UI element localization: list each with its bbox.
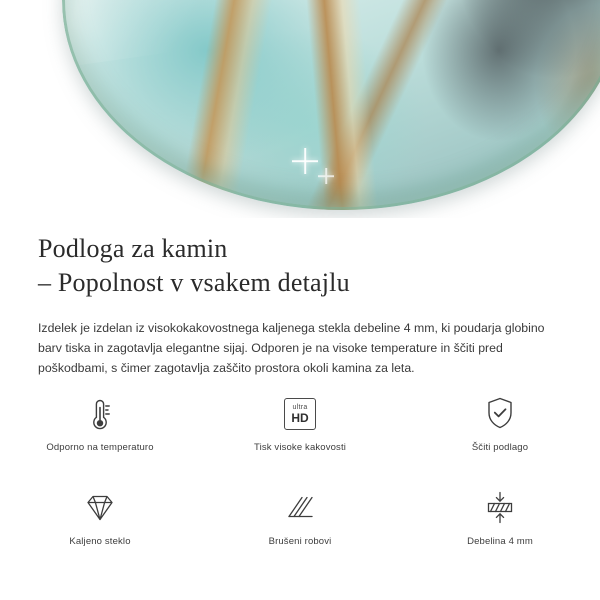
text-content	[0, 218, 600, 378]
page-title	[0, 218, 600, 300]
ultra-hd-bottom-label: HD	[291, 411, 309, 425]
ultra-hd-top-label: ultra	[292, 404, 308, 411]
feature-label: Kaljeno steklo	[69, 536, 131, 547]
polished-edges-icon	[281, 486, 319, 530]
thickness-arrows-icon	[481, 486, 519, 530]
feature-high-quality-print	[200, 392, 400, 470]
headline-line-2: – Popolnost v vsakem detajlu	[38, 268, 350, 297]
ultra-hd-icon	[284, 392, 316, 436]
feature-polished-edges	[200, 486, 400, 564]
feature-thickness	[400, 486, 600, 564]
feature-label: Brušeni robovi	[268, 536, 332, 547]
product-description-paragraph: Izdelek je izdelan iz visokokakovostnega kaljenega stekla debeline 4 mm, ki poudarja globino barv tiska in zagotavlja elegantne sijaj. Odporen je na visoke temperature in ščiti pred poškodbami, s čimer zagotavlja zaščito prostora okoli kamina za leta.	[38, 321, 545, 375]
feature-label: Tisk visoke kakovosti	[253, 442, 347, 453]
feature-label: Debelina 4 mm	[467, 536, 533, 547]
hero-image	[0, 0, 600, 218]
marble-ink-artwork	[62, 0, 600, 210]
feature-tempered-glass	[0, 486, 200, 564]
glass-panel-product	[62, 0, 600, 210]
diamond-icon	[80, 486, 120, 530]
thermometer-icon	[83, 392, 117, 436]
feature-label: Ščiti podlago	[471, 442, 529, 453]
shield-check-icon	[482, 392, 518, 436]
feature-temperature-resistant	[0, 392, 200, 470]
feature-label: Odporno na temperaturo	[46, 442, 154, 453]
feature-protects-surface	[400, 392, 600, 470]
headline-line-1: Podloga za kamin	[38, 234, 228, 263]
feature-grid	[0, 392, 600, 564]
